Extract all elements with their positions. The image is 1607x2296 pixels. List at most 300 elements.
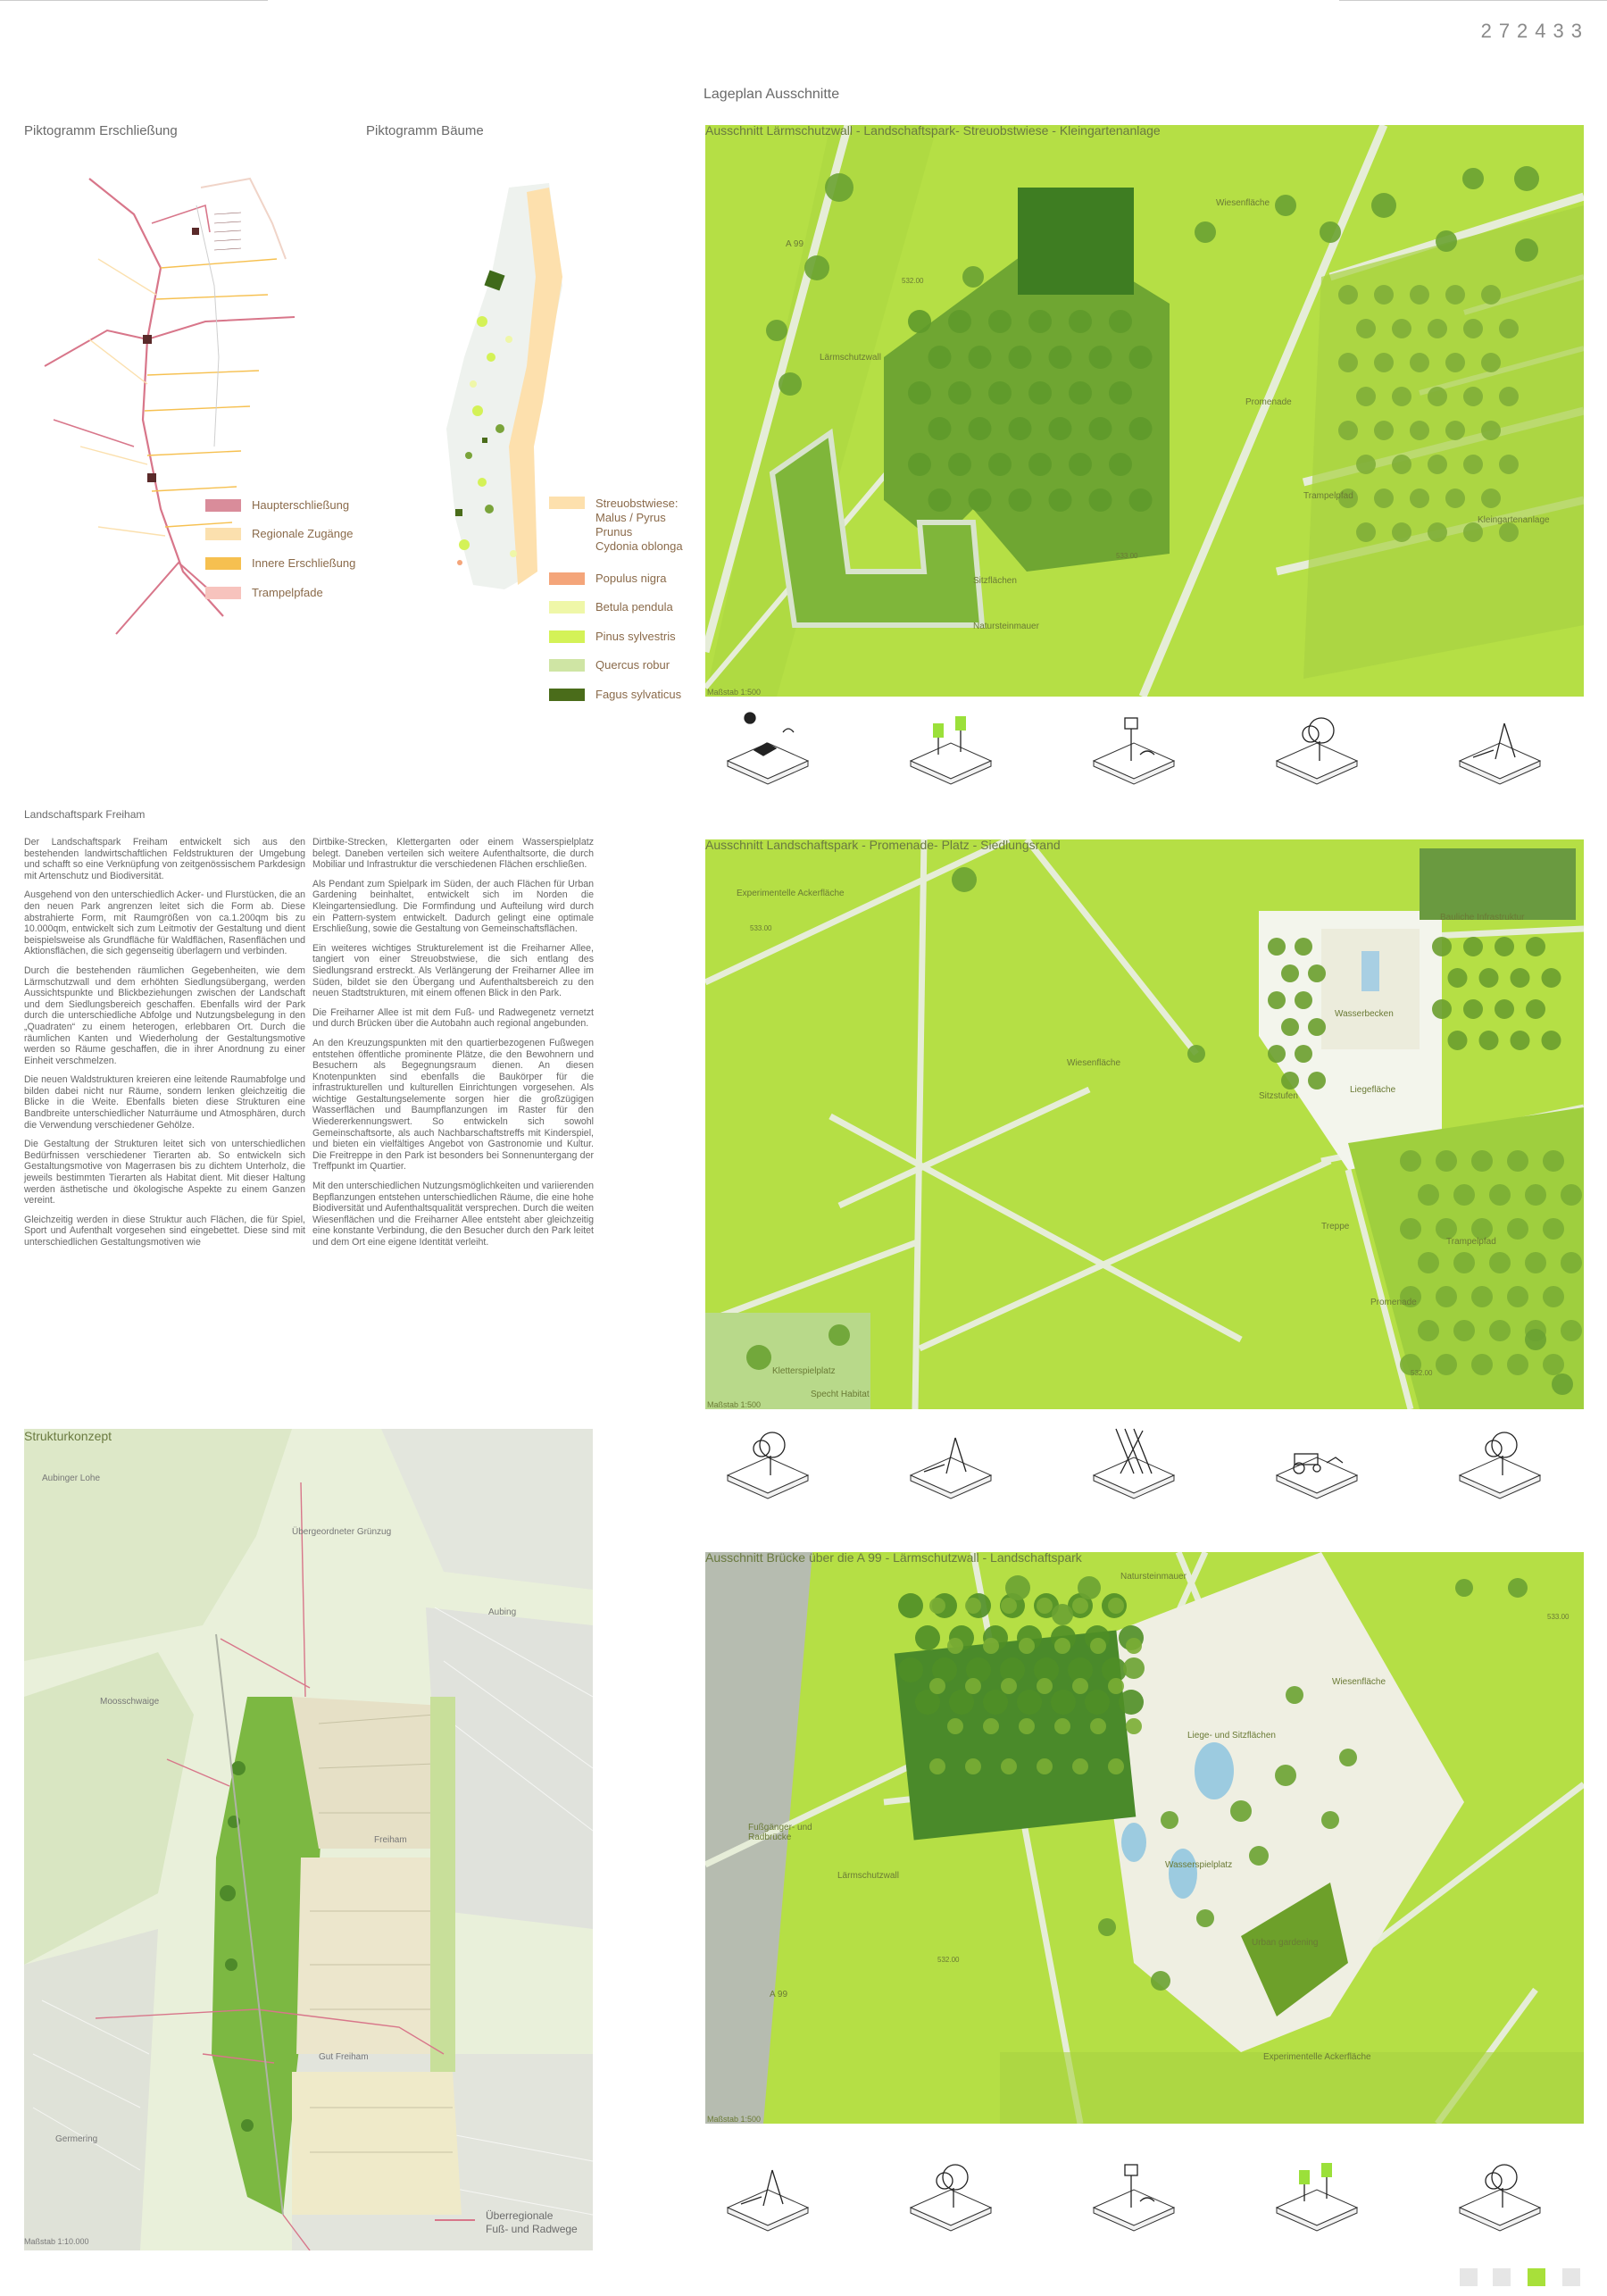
tree-canopy	[1514, 166, 1539, 191]
tree-canopy	[1090, 1638, 1106, 1654]
tree-canopy	[1489, 1320, 1511, 1341]
legend-swatch	[549, 689, 585, 701]
tree-canopy	[1129, 488, 1153, 512]
tree-canopy	[1001, 1598, 1017, 1614]
pictogram-access-title: Piktogramm Erschließung	[24, 123, 178, 138]
strukturkonzept-map-graphic	[24, 1429, 593, 2250]
tree-canopy	[1471, 1150, 1493, 1172]
tree-canopy	[1428, 319, 1447, 338]
label-trampelpfad: Trampelpfad	[1303, 491, 1353, 501]
tree-canopy	[1109, 381, 1132, 405]
tree-canopy	[1463, 319, 1483, 338]
tree-canopy	[1445, 285, 1465, 305]
tree-canopy	[1338, 285, 1358, 305]
label-bauliche-infrastruktur: Bauliche Infrastruktur	[1440, 913, 1525, 923]
garden-people-icon	[1268, 2152, 1366, 2237]
forest-bats-icon-graphic	[1268, 705, 1366, 790]
tree-canopy	[1463, 455, 1483, 474]
panel-3-title: Ausschnitt Brücke über die A 99 - Lärmschutzwall - Landschaftspark	[705, 1552, 1082, 1565]
label-specht-habitat: Specht Habitat	[811, 1390, 870, 1399]
tree-canopy	[1356, 387, 1376, 406]
tree-canopy	[1495, 999, 1514, 1019]
tree-canopy	[1286, 1686, 1303, 1704]
panel-2-scale: Maßstab 1:500	[707, 1400, 762, 1409]
label-ackerflaeche: Experimentelle Ackerfläche	[1263, 2052, 1371, 2062]
legend-swatch	[205, 499, 241, 512]
tree-canopy	[1028, 453, 1052, 476]
tree-canopy	[1195, 221, 1216, 243]
tree-canopy	[1543, 1286, 1564, 1307]
climbing-poles-icon-graphic	[1085, 1420, 1183, 1505]
tree-canopy	[1526, 937, 1545, 956]
tree-canopy	[1507, 1354, 1528, 1375]
legend-route-label-1: Überregionale	[486, 2209, 554, 2222]
bench-tree-icon-2-graphic	[1451, 2152, 1549, 2237]
pictogram-trees-title: Piktogramm Bäume	[366, 123, 484, 138]
page-indicator-2	[1493, 2268, 1511, 2286]
tree-canopy	[1392, 387, 1411, 406]
tree-canopy	[1445, 421, 1465, 440]
paragraph: Der Landschaftspark Freiham entwickelt sich aus den bestehenden landwirtschaftlichen Feldstrukturen der Umgebung und schafft so eine Verknüpfung von zeitgenössischem Parkdesign mit Artenschutz und Biodiversität.	[24, 837, 305, 881]
tree-canopy	[908, 310, 931, 333]
tree-canopy	[1428, 387, 1447, 406]
tree-canopy	[1089, 346, 1112, 369]
tree-canopy	[1308, 1018, 1326, 1036]
tree-canopy	[988, 310, 1012, 333]
tree-canopy	[1320, 221, 1341, 243]
panel-3-scale: Maßstab 1:500	[707, 2115, 762, 2124]
tree-canopy	[1507, 1286, 1528, 1307]
seesaw-swing-icon-graphic	[902, 1420, 1000, 1505]
place-gut-freiham: Gut Freiham	[319, 2052, 369, 2062]
tree-canopy	[1489, 1184, 1511, 1206]
tree-canopy	[1392, 319, 1411, 338]
legend-label: Populus nigra	[595, 572, 667, 585]
tree-canopy	[965, 1678, 981, 1694]
legend-label: Innere Erschließung	[252, 556, 356, 570]
tree-canopy	[1453, 1184, 1475, 1206]
tree-canopy	[962, 266, 984, 288]
tree-canopy	[1543, 1218, 1564, 1240]
panel-1-title: Ausschnitt Lärmschutzwall - Landschaftspark- Streuobstwiese - Kleingartenanlage	[705, 125, 1161, 138]
tree-canopy	[983, 1690, 1008, 1715]
playground-seesaw-icon-graphic	[1451, 705, 1549, 790]
tree-canopy	[952, 867, 977, 892]
urban-gardening-icon-graphic	[902, 705, 1000, 790]
tree-canopy	[1481, 285, 1501, 305]
tree-canopy	[1069, 453, 1092, 476]
urban-gardening-icon	[902, 705, 1000, 790]
panel-1-plan	[705, 125, 1584, 697]
tree-canopy	[1418, 1184, 1439, 1206]
tree-canopy	[1109, 310, 1132, 333]
legend-swatch	[549, 601, 585, 614]
label-wasserbecken: Wasserbecken	[1335, 1009, 1394, 1019]
tree-canopy	[1126, 1718, 1142, 1734]
tree-canopy	[1511, 968, 1530, 988]
label-a99: A 99	[770, 1990, 788, 2000]
tree-canopy	[1098, 1918, 1116, 1936]
tree-canopy	[1392, 455, 1411, 474]
tree-canopy	[1028, 310, 1052, 333]
bench-tree-icon-2	[1451, 2152, 1549, 2237]
sign-dog-icon-graphic	[1085, 705, 1183, 790]
tractor-animals-icon	[1268, 1420, 1366, 1505]
place-freiham: Freiham	[374, 1835, 407, 1845]
label-elevation: 532.00	[1411, 1369, 1433, 1377]
label-elevation: 533.00	[1547, 1613, 1570, 1621]
tree-canopy	[929, 1678, 945, 1694]
tree-canopy	[1230, 1800, 1252, 1822]
tree-canopy	[929, 1758, 945, 1774]
label-kletterspielplatz: Kletterspielplatz	[772, 1366, 836, 1376]
tree-canopy	[908, 453, 931, 476]
label-liege-sitzflaechen: Liege- und Sitzflächen	[1187, 1731, 1276, 1741]
tree-canopy	[1471, 1354, 1493, 1375]
label-treppe: Treppe	[1321, 1222, 1350, 1231]
tree-canopy	[1037, 1598, 1053, 1614]
legend-trampelpfade	[205, 586, 323, 599]
label-a99: A 99	[786, 239, 804, 249]
label-natursteinmauer: Natursteinmauer	[973, 622, 1039, 631]
legend-label: Quercus robur	[595, 658, 670, 672]
paragraph: Die Freiharner Allee ist mit dem Fuß- und Radwegenetz vernetzt und durch Brücken über die Autobahn auch regional angebunden.	[312, 1006, 594, 1030]
text-column-2	[312, 837, 594, 1257]
tree-canopy	[1455, 1579, 1473, 1597]
tree-canopy	[1481, 421, 1501, 440]
tree-canopy	[1356, 455, 1376, 474]
tree-canopy	[1037, 1678, 1053, 1694]
tree-canopy	[988, 381, 1012, 405]
label-laermschutzwall: Lärmschutzwall	[837, 1871, 899, 1881]
tree-canopy	[1479, 968, 1499, 988]
tree-canopy	[1445, 353, 1465, 372]
text-column-1	[24, 837, 305, 1257]
tree-canopy	[1471, 1286, 1493, 1307]
tree-canopy	[1281, 1018, 1299, 1036]
tree-canopy	[969, 488, 992, 512]
swing-seesaw-icon-graphic	[719, 2152, 817, 2237]
crop-line-right	[1339, 0, 1607, 1]
tree-canopy	[1123, 1657, 1145, 1679]
tree-canopy	[1432, 999, 1452, 1019]
tree-canopy	[1196, 1909, 1214, 1927]
place-gruenzug: Übergeordneter Grünzug	[292, 1527, 392, 1537]
legend-swatch	[549, 630, 585, 643]
tree-canopy	[947, 1638, 963, 1654]
tree-canopy	[966, 1657, 991, 1682]
tree-canopy	[915, 1625, 940, 1650]
paragraph: Mit den unterschiedlichen Nutzungsmöglichkeiten und variierenden Bepflanzungen entstehen unterschiedlichen Räume, die eine hohe Biodiversität und Aufenthaltsqualität versprechen. Durch die weiten Wiesenflächen und die Freiharner Allee entsteht aber gleichzeitig eine konstante Verbindung, die den Besucher durch den Park leitet und dem Ort eine eigene Identität verleiht.	[312, 1181, 594, 1248]
legend-innere-erschliessung	[205, 556, 355, 570]
tree-canopy	[1321, 1811, 1339, 1829]
label-elevation: 533.00	[750, 924, 772, 932]
tree-canopy	[1072, 1758, 1088, 1774]
tree-canopy	[1069, 381, 1092, 405]
tree-canopy	[1295, 1045, 1312, 1063]
tree-canopy	[1371, 193, 1396, 218]
legend-sublabel: Prunus	[595, 525, 633, 539]
tree-canopy	[1418, 1320, 1439, 1341]
tree-canopy	[1463, 999, 1483, 1019]
tree-canopy	[1049, 346, 1072, 369]
label-urban-gardening: Urban gardening	[1252, 1938, 1319, 1948]
legend-sublabel: Malus / Pyrus	[595, 511, 666, 524]
garden-people-icon-graphic	[1268, 2152, 1366, 2237]
tree-canopy	[1275, 195, 1296, 216]
panel-2-graphic	[705, 839, 1584, 1409]
legend-swatch	[205, 557, 241, 570]
tree-canopy	[1507, 1218, 1528, 1240]
tree-canopy	[1374, 353, 1394, 372]
tree-canopy	[1085, 1690, 1110, 1715]
tree-canopy	[1410, 421, 1429, 440]
label-sitzflaechen: Sitzflächen	[973, 576, 1017, 586]
tree-canopy	[1009, 417, 1032, 440]
woodpecker-bat-icon-graphic	[1451, 1420, 1549, 1505]
tree-canopy	[1019, 1638, 1035, 1654]
tree-canopy	[1400, 1218, 1421, 1240]
paragraph: Ausgehend von den unterschiedlich Acker- und Flurstücken, die an den neuen Park angrenzen leitet sich die Form ab. Diese abstrahierte Form, mit Raumgrößen von ca.1.200qm bis zu 10.000qm, entwickelt sich zum Leitmotiv der Gestaltung und dient beispielsweise als Grundfläche für Waldflächen, Rasenflächen und Aktionsflächen, die sich gegenseitig überlagern und verbinden.	[24, 889, 305, 957]
seesaw-swing-icon	[902, 1420, 1000, 1505]
tree-canopy	[1268, 1045, 1286, 1063]
playground-seesaw-icon	[1451, 705, 1549, 790]
tree-canopy	[1463, 937, 1483, 956]
tree-canopy	[1400, 1150, 1421, 1172]
legend-route-line	[435, 2219, 475, 2221]
label-promenade: Promenade	[1245, 397, 1292, 407]
text-heading: Landschaftspark Freiham	[24, 808, 146, 821]
tree-canopy	[948, 310, 971, 333]
tree-canopy	[1151, 1971, 1170, 1991]
place-aubinger-lohe: Aubinger Lohe	[42, 1474, 101, 1483]
paragraph: Die neuen Waldstrukturen kreieren eine leitende Raumabfolge und bilden dabei nicht nur Räume, sondern lenken gleichzeitig die Blicke in die Weite. Ebenfalls bieten diese Strukturen eine Bandbreite unterschiedlicher Naturräume und Atmosphären, durch die Verwendung verschiedener Gehölze.	[24, 1074, 305, 1131]
tree-canopy	[1499, 522, 1519, 542]
panel-3-graphic	[705, 1552, 1584, 2124]
label-ackerflaeche: Experimentelle Ackerfläche	[737, 889, 845, 898]
tree-canopy	[1374, 488, 1394, 508]
label-natursteinmauer: Natursteinmauer	[1120, 1572, 1187, 1582]
tree-canopy	[1090, 1718, 1106, 1734]
legend-route-label	[486, 2209, 578, 2236]
label-elevation: 533.00	[1116, 552, 1138, 560]
tree-canopy	[746, 1345, 771, 1370]
tree-canopy	[1089, 417, 1112, 440]
icon-row-3	[705, 2152, 1584, 2250]
legend-quercus	[549, 658, 670, 672]
legend-swatch	[205, 528, 241, 540]
legend-populus	[549, 572, 667, 585]
tree-canopy	[1108, 1678, 1124, 1694]
legend-swatch	[205, 587, 241, 599]
legend-label: Regionale Zugänge	[252, 527, 354, 540]
tree-canopy	[1054, 1718, 1070, 1734]
page-indicator-1	[1460, 2268, 1478, 2286]
legend-fagus	[549, 688, 681, 701]
tree-canopy	[928, 346, 952, 369]
tree-canopy	[1281, 964, 1299, 982]
tree-canopy	[1054, 1638, 1070, 1654]
tree-canopy	[1108, 1598, 1124, 1614]
strukturkonzept-map	[24, 1429, 593, 2250]
tree-canopy	[1037, 1758, 1053, 1774]
tree-canopy	[1542, 968, 1561, 988]
legend-label: Betula pendula	[595, 600, 673, 614]
sign-animals-icon	[1085, 2152, 1183, 2237]
tree-canopy	[965, 1598, 981, 1614]
tree-canopy	[1275, 1765, 1296, 1786]
panel-2-plan	[705, 839, 1584, 1409]
tree-canopy	[1428, 455, 1447, 474]
tree-canopy	[988, 453, 1012, 476]
tree-canopy	[983, 1718, 999, 1734]
tree-canopy	[1005, 1575, 1030, 1600]
legend-label-group	[595, 497, 683, 554]
place-aubing: Aubing	[488, 1607, 517, 1617]
tree-canopy	[1001, 1758, 1017, 1774]
pond-tree-icon	[902, 2152, 1000, 2237]
tree-canopy	[1526, 999, 1545, 1019]
tree-canopy	[1561, 1184, 1582, 1206]
legend-swatch	[549, 659, 585, 672]
place-moosschwaige: Moosschwaige	[100, 1697, 160, 1707]
crop-line-left	[0, 0, 268, 1]
tree-canopy	[1161, 1811, 1178, 1829]
tree-canopy	[1499, 455, 1519, 474]
tree-canopy	[1410, 285, 1429, 305]
label-liegeflaeche: Liegefläche	[1350, 1085, 1396, 1095]
strukturkonzept-title: Strukturkonzept	[24, 1429, 112, 1443]
panel-2-title: Ausschnitt Landschaftspark - Promenade- Platz - Siedlungsrand	[705, 839, 1061, 852]
tree-canopy	[928, 488, 952, 512]
tree-canopy	[1308, 964, 1326, 982]
tree-canopy	[1410, 488, 1429, 508]
tree-canopy	[1481, 488, 1501, 508]
label-wiesenflaeche: Wiesenfläche	[1067, 1058, 1121, 1068]
tree-canopy	[1432, 937, 1452, 956]
pond-tree-icon-graphic	[902, 2152, 1000, 2237]
tree-canopy	[1052, 1604, 1073, 1625]
tree-canopy	[1249, 1846, 1269, 1866]
bench-tree-icon	[719, 1420, 817, 1505]
tree-canopy	[828, 1324, 850, 1346]
tree-canopy	[969, 417, 992, 440]
legend-pinus	[549, 630, 676, 643]
tree-canopy	[898, 1657, 923, 1682]
label-trampelpfad: Trampelpfad	[1446, 1237, 1496, 1247]
tree-canopy	[1552, 1373, 1573, 1395]
sign-animals-icon-graphic	[1085, 2152, 1183, 2237]
tree-canopy	[1009, 488, 1032, 512]
tractor-animals-icon-graphic	[1268, 1420, 1366, 1505]
tree-canopy	[1374, 421, 1394, 440]
tree-canopy	[1428, 522, 1447, 542]
paragraph: Als Pendant zum Spielpark im Süden, der auch Flächen für Urban Gardening beinhaltet, entwickelt sich im Norden die Kleingartensiedlung. Die Formfindung und Aufteilung wird durch ein Pattern-system entwickelt. Dadurch gelingt eine optimale Erschließung, sowie die Gestaltung von Gemeinschaftsflächen.	[312, 878, 594, 935]
legend-label: Streuobstwiese:	[595, 497, 679, 510]
panel-1-scale: Maßstab 1:500	[707, 688, 762, 697]
tree-canopy	[1049, 417, 1072, 440]
tree-canopy	[908, 381, 931, 405]
legend-label: Pinus sylvestris	[595, 630, 676, 643]
tree-canopy	[779, 372, 802, 396]
tree-canopy	[1542, 1031, 1561, 1050]
icon-row-2	[705, 1420, 1584, 1518]
tree-canopy	[825, 173, 853, 202]
paragraph: Durch die bestehenden räumlichen Gegebenheiten, wie dem Lärmschutzwall und dem erhöhten Siedlungsübergang, werden Aussichtspunkte und Blickbeziehungen zwischen der Landschaft und dem Siedlungsbereich geschaffen. Ebenfalls wird der Park durch die unterschiedliche Abfolge und Nutzungsbelegung in den „Quadraten“ zu einem heterogen, erlebbaren Ort. Durch die räumlichen Kanten und Wiederholung der Gestaltungsmotive werden so Räume geschaffen, die in ihrer Anordnung zu einer Einheit verschmelzen.	[24, 964, 305, 1066]
legend-haupterschliessung	[205, 498, 349, 512]
tree-canopy	[1028, 381, 1052, 405]
tree-canopy	[1001, 1678, 1017, 1694]
tree-canopy	[1462, 168, 1484, 189]
access-pictogram-map	[36, 152, 330, 652]
tree-canopy	[1479, 1031, 1499, 1050]
tree-canopy	[804, 255, 829, 280]
tree-canopy	[1436, 230, 1457, 252]
label-wasserspielplatz: Wasserspielplatz	[1165, 1860, 1233, 1870]
tree-canopy	[1069, 310, 1092, 333]
tree-canopy	[1072, 1678, 1088, 1694]
legend-swatch	[549, 572, 585, 585]
strukturkonzept-scale: Maßstab 1:10.000	[24, 2237, 89, 2246]
tree-canopy	[1436, 1286, 1457, 1307]
page-indicator-4	[1562, 2268, 1580, 2286]
tree-canopy	[929, 1598, 945, 1614]
climbing-poles-icon	[1085, 1420, 1183, 1505]
tree-canopy	[1436, 1354, 1457, 1375]
tree-canopy	[1448, 968, 1468, 988]
label-sitzstufen: Sitzstufen	[1259, 1091, 1298, 1101]
tree-canopy	[1295, 991, 1312, 1009]
tree-canopy	[1561, 1320, 1582, 1341]
tree-canopy	[1436, 1150, 1457, 1172]
tree-canopy	[1463, 387, 1483, 406]
tree-canopy	[1448, 1031, 1468, 1050]
paragraph: Gleichzeitig werden in diese Struktur auch Flächen, die für Spiel, Sport und Aufenthalt vorgesehen sind eingebettet. Diese sind mit unterschiedlichen Gestaltungsmotiven wie	[24, 1214, 305, 1248]
legend-sublabel: Cydonia oblonga	[595, 539, 683, 553]
forest-bats-icon	[1268, 705, 1366, 790]
tree-canopy	[1453, 1320, 1475, 1341]
tree-canopy	[1339, 1749, 1357, 1766]
tree-canopy	[1109, 453, 1132, 476]
tree-canopy	[1445, 488, 1465, 508]
sun-grill-icon	[719, 705, 817, 790]
tree-canopy	[1089, 488, 1112, 512]
swing-seesaw-icon	[719, 2152, 817, 2237]
label-wiesenflaeche: Wiesenfläche	[1216, 198, 1270, 208]
paragraph: Die Gestaltung der Strukturen leitet sich von unterschiedlichen Bedürfnissen verschiedener Tierarten ab. So entwickeln sich Gestaltungsmotive von Magerrasen bis zu dichtem Unterholz, die jeweils bestimmten Tierarten als Habitat dient. Mit dieser Haltung werden ästhetische und ökologische Aspekte zu einem Ganzen vereint.	[24, 1139, 305, 1206]
tree-canopy	[1295, 938, 1312, 956]
tree-canopy	[1525, 1329, 1546, 1350]
tree-canopy	[928, 417, 952, 440]
tree-canopy	[1499, 387, 1519, 406]
sign-dog-icon	[1085, 705, 1183, 790]
tree-canopy	[1489, 1252, 1511, 1273]
icon-row-1	[705, 705, 1584, 804]
lageplan-title: Lageplan Ausschnitte	[704, 87, 840, 102]
tree-canopy	[1129, 346, 1153, 369]
tree-canopy	[1009, 346, 1032, 369]
page-id-number: 272433	[1480, 20, 1589, 42]
tree-canopy	[1000, 1657, 1025, 1682]
tree-canopy	[1072, 1598, 1088, 1614]
tree-canopy	[1507, 1150, 1528, 1172]
tree-canopy	[1049, 488, 1072, 512]
label-elevation: 532.00	[937, 1956, 960, 1964]
tree-canopy	[1453, 1252, 1475, 1273]
tree-canopy	[947, 1718, 963, 1734]
legend-streuobstwiese	[549, 497, 683, 554]
paragraph: An den Kreuzungspunkten mit den quartierbezogenen Fußwegen entstehen öffentliche prominente Plätze, die den Bewohnern und Besuchern als Begegnungsraum dienen. An diesen Knotenpunkten sind ebenfalls die Baukörper für die infrastrukturellen und kulturellen Einrichtungen vorgesehen. Als wichtige Gestaltungselemente sorgen hier die großzügigen Wasserflächen und Baumpflanzungen im Raster für den Wiedererkennungswert. So entwickeln sich sowohl Gemeinschaftsorte, als auch Nachbarschaftstreffs mit Kinderspiel, und bieten ein vielfältiges Angebot von Gastronomie und Kultur. Die Freitreppe in den Park ist besonders bei Sonnenuntergang der Treffpunkt im Quartier.	[312, 1037, 594, 1173]
